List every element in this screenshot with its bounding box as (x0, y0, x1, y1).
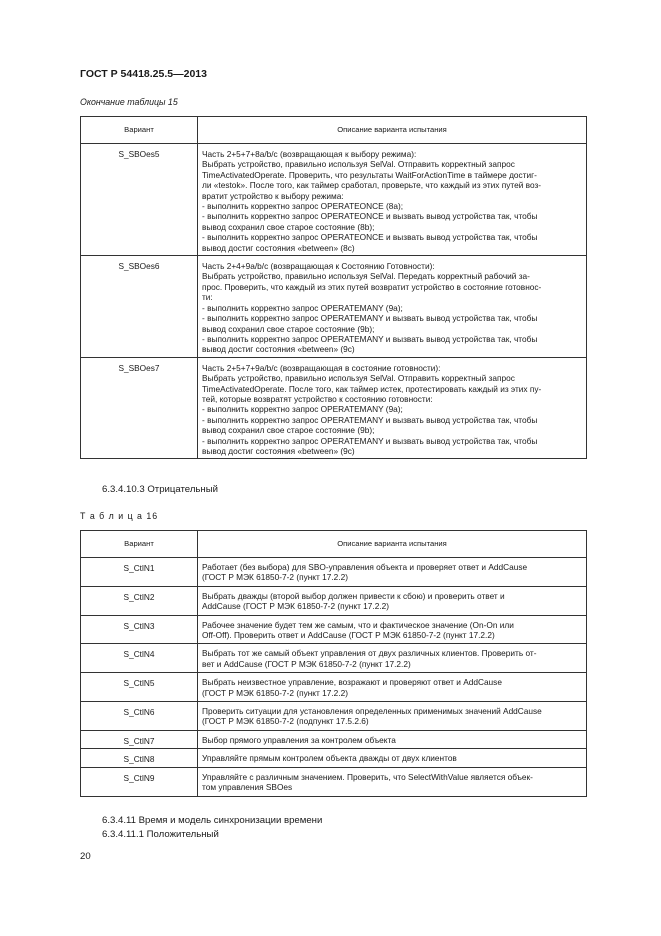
description-line: Проверить ситуации для установления определенных применимых значений AddCause (202, 706, 542, 717)
description-line: - выполнить корректно запрос OPERATEMANY и вызвать вывод устройства так, чтобы (202, 333, 538, 344)
variant-cell: S_SBOes5 (81, 144, 198, 256)
table-row (81, 730, 587, 748)
description-line: том управления SBOes (202, 782, 293, 793)
description-line: вывод сохранил свое старое состояние (8b); (202, 221, 375, 232)
description-line: (ГОСТ Р МЭК 61850-7-2 (подпункт 17.5.2.6) (202, 716, 369, 727)
section-time-model: 6.3.4.11 Время и модель синхронизации времени (102, 815, 323, 826)
variant-cell: S_CtlN8 (81, 749, 198, 767)
description-cell (198, 749, 587, 767)
description-line: вывод сохранил свое старое состояние (9b); (202, 323, 375, 334)
variant-cell: S_CtlN9 (81, 767, 198, 796)
description-line: Выбрать устройство, правильно используя SelVal. Отправить корректный запрос (202, 159, 515, 170)
description-line: вывод достиг состояния «between» (9c) (202, 445, 355, 456)
description-line: Выбор прямого управления за контролем объекта (202, 734, 396, 745)
variant-cell: S_CtlN4 (81, 644, 198, 673)
description-line: вывод достиг состояния «between» (9c) (202, 344, 355, 355)
description-line: AddCause (ГОСТ Р МЭК 61850-7-2 (пункт 17.2.2) (202, 601, 390, 612)
description-line: Выбрать устройство, правильно используя SelVal. Передать корректный рабочий за- (202, 271, 530, 282)
description-line: TimeActivatedOperate. Проверить, что результаты WaitForActionTime в таймере достиг- (202, 169, 537, 180)
variant-cell: S_CtlN7 (81, 730, 198, 748)
description-line: ти: (202, 292, 213, 303)
column-header-description: Описание варианта испытания (198, 531, 587, 558)
table16-body (81, 558, 587, 797)
description-line: вратит устройство к выбору режима: (202, 190, 344, 201)
column-header-variant: Вариант (81, 531, 198, 558)
description-line: Управляйте прямым контролем объекта дважды от двух клиентов (202, 753, 457, 764)
description-line: ли «testok». После того, как таймер сработал, проверьте, что каждый из этих путей воз- (202, 180, 542, 191)
description-line: вет и AddCause (ГОСТ Р МЭК 61850-7-2 (пункт 17.2.2) (202, 658, 411, 669)
column-header-description: Описание варианта испытания (198, 117, 587, 144)
description-line: Выбрать неизвестное управление, возражают и проверяют ответ и AddCause (202, 677, 502, 688)
table-row (81, 702, 587, 731)
description-cell (198, 730, 587, 748)
description-line: - выполнить корректно запрос OPERATEONCE (8a); (202, 201, 404, 212)
variant-cell: S_CtlN2 (81, 586, 198, 615)
table-16 (80, 530, 587, 797)
description-cell (198, 644, 587, 673)
table15-body (81, 144, 587, 459)
table-15 (80, 116, 587, 459)
description-line: Выбрать устройство, правильно используя SelVal. Отправить корректный запрос (202, 373, 515, 384)
description-cell (198, 702, 587, 731)
variant-cell: S_CtlN3 (81, 615, 198, 644)
section-positive: 6.3.4.11.1 Положительный (102, 829, 219, 840)
description-cell (198, 615, 587, 644)
table-row (81, 673, 587, 702)
description-line: тей, которые возвратят устройство к состоянию готовности: (202, 393, 433, 404)
description-line: - выполнить корректно запрос OPERATEMANY (9a); (202, 302, 403, 313)
section-negative: 6.3.4.10.3 Отрицательный (102, 484, 218, 495)
description-line: Выбрать тот же самый объект управления от двух различных клиентов. Проверить от- (202, 648, 537, 659)
description-line: Часть 2+4+9a/b/c (возвращающая к Состоянию Готовности): (202, 261, 435, 272)
description-line: вывод достиг состояния «between» (8c) (202, 242, 355, 253)
description-line: - выполнить корректно запрос OPERATEMANY и вызвать вывод устройства так, чтобы (202, 435, 538, 446)
description-line: Управляйте с различным значением. Проверить, что SelectWithValue является объек- (202, 771, 533, 782)
description-cell (198, 767, 587, 796)
description-cell (198, 673, 587, 702)
variant-cell: S_SBOes6 (81, 256, 198, 358)
table-header-row (81, 117, 587, 144)
description-line: Рабочее значение будет тем же самым, что и фактическое значение (On-On или (202, 619, 514, 630)
description-line: - выполнить корректно запрос OPERATEONCE и вызвать вывод устройства так, чтобы (202, 211, 538, 222)
variant-cell: S_CtlN6 (81, 702, 198, 731)
table-row (81, 644, 587, 673)
description-line: (ГОСТ Р МЭК 61850-7-2 (пункт 17.2.2) (202, 687, 348, 698)
table-row (81, 357, 587, 459)
description-cell (198, 558, 587, 587)
description-line: Часть 2+5+7+8a/b/c (возвращающая к выбору режима): (202, 149, 417, 159)
variant-cell: S_SBOes7 (81, 357, 198, 459)
description-line: прос. Проверить, что каждый из этих путей возвратит устройство в состояние готовнос- (202, 281, 542, 292)
table-row (81, 256, 587, 358)
description-line: вывод сохранил свое старое состояние (9b); (202, 425, 375, 436)
page-number: 20 (80, 851, 91, 862)
description-line: (ГОСТ Р МЭК 61850-7-2 (пункт 17.2.2) (202, 572, 348, 583)
table-row (81, 615, 587, 644)
description-line: Off-Off). Проверить ответ и AddCause (ГОСТ Р МЭК 61850-7-2 (пункт 17.2.2) (202, 630, 495, 641)
column-header-variant: Вариант (81, 117, 198, 144)
table15-caption: Окончание таблицы 15 (80, 97, 178, 107)
description-line: Работает (без выбора) для SBO-управления объекта и проверяет ответ и AddCause (202, 562, 528, 572)
description-line: Выбрать дважды (второй выбор должен привести к сбою) и проверить ответ и (202, 590, 505, 601)
table16-caption: Т а б л и ц а 16 (80, 511, 159, 521)
description-line: - выполнить корректно запрос OPERATEONCE и вызвать вывод устройства так, чтобы (202, 232, 538, 243)
variant-cell: S_CtlN5 (81, 673, 198, 702)
description-line: TimeActivatedOperate. После того, как таймер истек, протестировать каждый из этих пу- (202, 383, 542, 394)
description-line: - выполнить корректно запрос OPERATEMANY и вызвать вывод устройства так, чтобы (202, 313, 538, 324)
description-line: - выполнить корректно запрос OPERATEMANY и вызвать вывод устройства так, чтобы (202, 414, 538, 425)
table-row (81, 558, 587, 587)
description-line: - выполнить корректно запрос OPERATEMANY (9a); (202, 404, 403, 415)
table-row (81, 749, 587, 767)
variant-cell: S_CtlN1 (81, 558, 198, 587)
description-line: Часть 2+5+7+9a/b/c (возвращающая в состояние готовности): (202, 362, 441, 373)
description-cell (198, 256, 587, 358)
table-header-row (81, 531, 587, 558)
table-row (81, 144, 587, 256)
table-row (81, 767, 587, 796)
description-cell (198, 144, 587, 256)
description-cell (198, 586, 587, 615)
table-row (81, 586, 587, 615)
document-header: ГОСТ Р 54418.25.5—2013 (80, 68, 207, 80)
description-cell (198, 357, 587, 459)
